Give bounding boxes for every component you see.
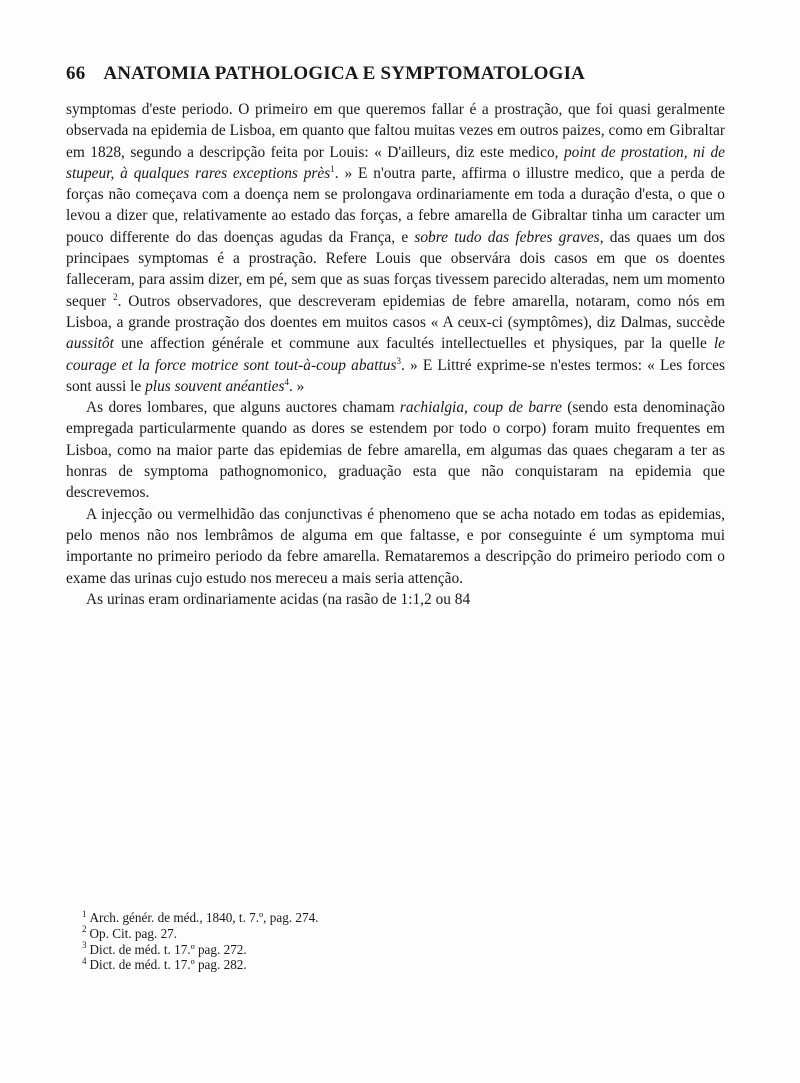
text-run: As urinas eram ordinariamente acidas (na rasão de 1:1,2 ou 84 <box>86 590 471 608</box>
page-number: 66 <box>66 63 86 84</box>
paragraph-lumbar-pain <box>66 397 725 503</box>
text-run: . Outros observadores, que descreveram epidemias de febre amarella, notaram, como nós em Lisboa, a grande prostração dos doentes em muitos casos « A ceux-ci (symptômes), diz Dalmas, succède <box>66 292 725 331</box>
footnote-ref: 4 <box>284 376 289 387</box>
footnote-mark: 2 <box>82 924 87 935</box>
text-run: A injecção ou vermelhidão das conjunctivas é phenomeno que se acha notado em todas as epidemias, pelo menos não nos lembrâmos de alguma em que faltasse, e por conseguinte é um symptoma mui importante no primeiro periodo da febre amarella. Remataremos a descripção do primeiro periodo com o exame das urinas cujo estudo nos mereceu a mais seria attenção. <box>66 505 725 587</box>
footnote-text: Op. Cit. pag. 27. <box>89 925 178 941</box>
footnote-mark: 3 <box>82 940 87 951</box>
italic-phrase: rachialgia, coup de barre <box>399 399 562 417</box>
italic-phrase: sobre tudo das febres graves <box>414 228 600 246</box>
text-run: . » <box>288 377 305 395</box>
footnote-text: Arch. génér. de méd., 1840, t. 7.º, pag. 274. <box>89 910 319 925</box>
footnote-2 <box>82 926 682 942</box>
footnote-1 <box>82 910 682 926</box>
paragraph-conjunctiva <box>66 504 725 589</box>
footnotes <box>82 910 682 973</box>
footnote-ref: 1 <box>330 163 335 174</box>
text-run: symptomas d'este periodo. O primeiro em que queremos fallar é a prostração, que foi quasi geralmente observada na epidemia de Lisboa, em quanto que faltou muitas vezes em outros paizes, como em Gibraltar em 1828, segundo a descripção feita por Louis: « D'ailleurs, diz este medico, <box>66 101 725 161</box>
footnote-4 <box>82 957 682 973</box>
italic-quote: point de prostation, ni de stupeur, à qualques rares exceptions près <box>66 143 725 182</box>
text-run: , das quaes um dos principaes symptomas é a prostração. Refere Louis que observára dois casos em que os doentes falleceram, para assim dizer, em pé, sem que as suas forças tivessem parecido alteradas, nem um momento sequer <box>66 228 725 310</box>
footnote-mark: 1 <box>82 908 87 919</box>
text-run: . » E n'outra parte, affirma o illustre medico, que a perda de forças não começava com a doença nem se prolongava ordinariamente em toda a duração d'esta, o que o levou a dizer que, relativamente ao estado das forças, a febre amarella de Gibraltar tinha um caracter um pouco differente do das doenças agudas da França, e <box>66 164 726 246</box>
italic-word: aussitôt <box>66 335 114 353</box>
running-title: ANATOMIA PATHOLOGICA E SYMPTOMATOLOGIA <box>103 63 586 84</box>
paragraph-prostration <box>66 99 725 397</box>
text-run: As dores lombares, que alguns auctores chamam <box>86 399 400 417</box>
footnote-ref: 3 <box>396 355 401 366</box>
body-text <box>66 99 725 610</box>
italic-quote: plus souvent anéanties <box>145 377 285 395</box>
text-run: (sendo esta denominação empregada particularmente quando as dores se estendem por todo o corpo) foram muito frequentes em Lisboa, como na maior parte das epidemias de febre amarella, em algumas das quaes chegaram a ter as honras de symptoma pathognomonico, graduação esta que não conquistaram na epidemia que descrevemos. <box>66 399 725 502</box>
footnote-ref: 2 <box>113 291 118 302</box>
footnote-3 <box>82 942 682 958</box>
text-run: une affection générale et commune aux facultés intellectuelles et physiques, par la quelle <box>113 335 714 353</box>
footnote-text: Dict. de méd. t. 17.º pag. 272. <box>89 941 247 957</box>
text-run: . » E Littré exprime-se n'estes termos: « Les forces sont aussi le <box>66 356 725 395</box>
footnote-mark: 4 <box>82 956 87 966</box>
footnote-text: Dict. de méd. t. 17.º pag. 282. <box>89 957 247 973</box>
paragraph-urine <box>66 589 725 610</box>
italic-quote: le courage et la force motrice sont tout-à-coup abattus <box>66 335 725 374</box>
page-header <box>66 63 726 85</box>
